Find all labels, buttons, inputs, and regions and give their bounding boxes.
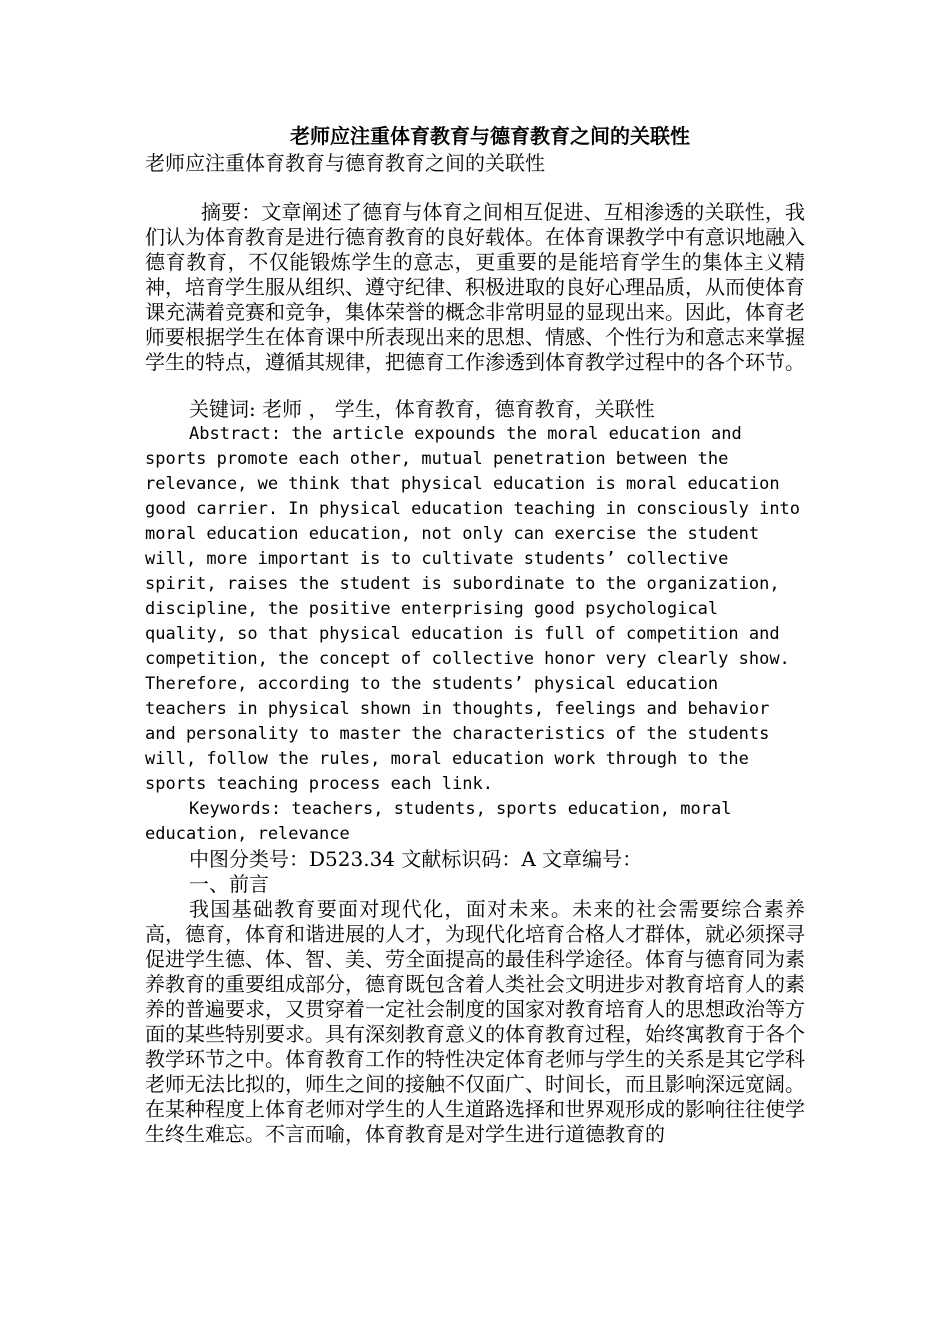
keywords-chinese: 关键词: 老师 ， 学生，体育教育，德育教育，关联性 [189, 397, 655, 421]
keywords-english: Keywords: teachers, students, sports education, moral education, relevance [145, 799, 732, 844]
document-page [145, 122, 805, 1147]
document-title: 老师应注重体育教育与德育教育之间的关联性 [290, 124, 690, 148]
section-heading: 一、前言 [189, 872, 269, 896]
abstract-chinese: 摘要：文章阐述了德育与体育之间相互促进、互相渗透的关联性，我们认为体育教育是进行德育教育的良好载体。在体育课教学中有意识地融入德育教育，不仅能锻炼学生的意志，更重要的是能培育学生的集体主义精神，培育学生服从组织、遵守纪律、积极进取的良好心理品质，从而使体育课充满着竞赛和竞争，集体荣誉的概念非常明显的显现出来。因此，体育老师要根据学生在体育课中所表现出来的思想、情感、个性行为和意志来掌握学生的特点，遵循其规律，把德育工作渗透到体育教学过程中的各个环节。 [145, 200, 805, 374]
abstract-english: Abstract: the article expounds the moral education and sports promote each other, mutual penetration between the relevance, we think that physical education is moral education good carrier. In physical education teaching in consciously into moral education education, not only can exercise the student will, more important is to cultivate students’ collective spirit, raises the student is subordinate to the organization, discipline, the positive enterprising good psychological quality, so that physical education is full of competition and competition, the concept of collective honor very clearly show. Therefore, according to the students’ physical education teachers in physical shown in thoughts, feelings and behavior and personality to master the characteristics of the students will, follow the rules, moral education work through to the sports teaching process each link. [145, 424, 801, 794]
classification-line: 中图分类号：D523.34 文献标识码：A 文章编号： [189, 847, 643, 871]
document-subtitle: 老师应注重体育教育与德育教育之间的关联性 [145, 151, 545, 175]
body-paragraph: 我国基础教育要面对现代化，面对未来。未来的社会需要综合素养高，德育，体育和谐进展的人才，为现代化培育合格人才群体，就必须探寻促进学生德、体、智、美、劳全面提高的最佳科学途径。体育与德育同为素养教育的重要组成部分，德育既包含着人类社会文明进步对教育培育人的素养的普遍要求，又贯穿着一定社会制度的国家对教育培育人的思想政治等方面的某些特别要求。具有深刻教育意义的体育教育过程，始终寓教育于各个教学环节之中。体育教育工作的特性决定体育老师与学生的关系是其它学科老师无法比拟的，师生之间的接触不仅面广、时间长，而且影响深远宽阔。在某种程度上体育老师对学生的人生道路选择和世界观形成的影响往往使学生终生难忘。不言而喻，体育教育是对学生进行道德教育的 [145, 897, 805, 1146]
